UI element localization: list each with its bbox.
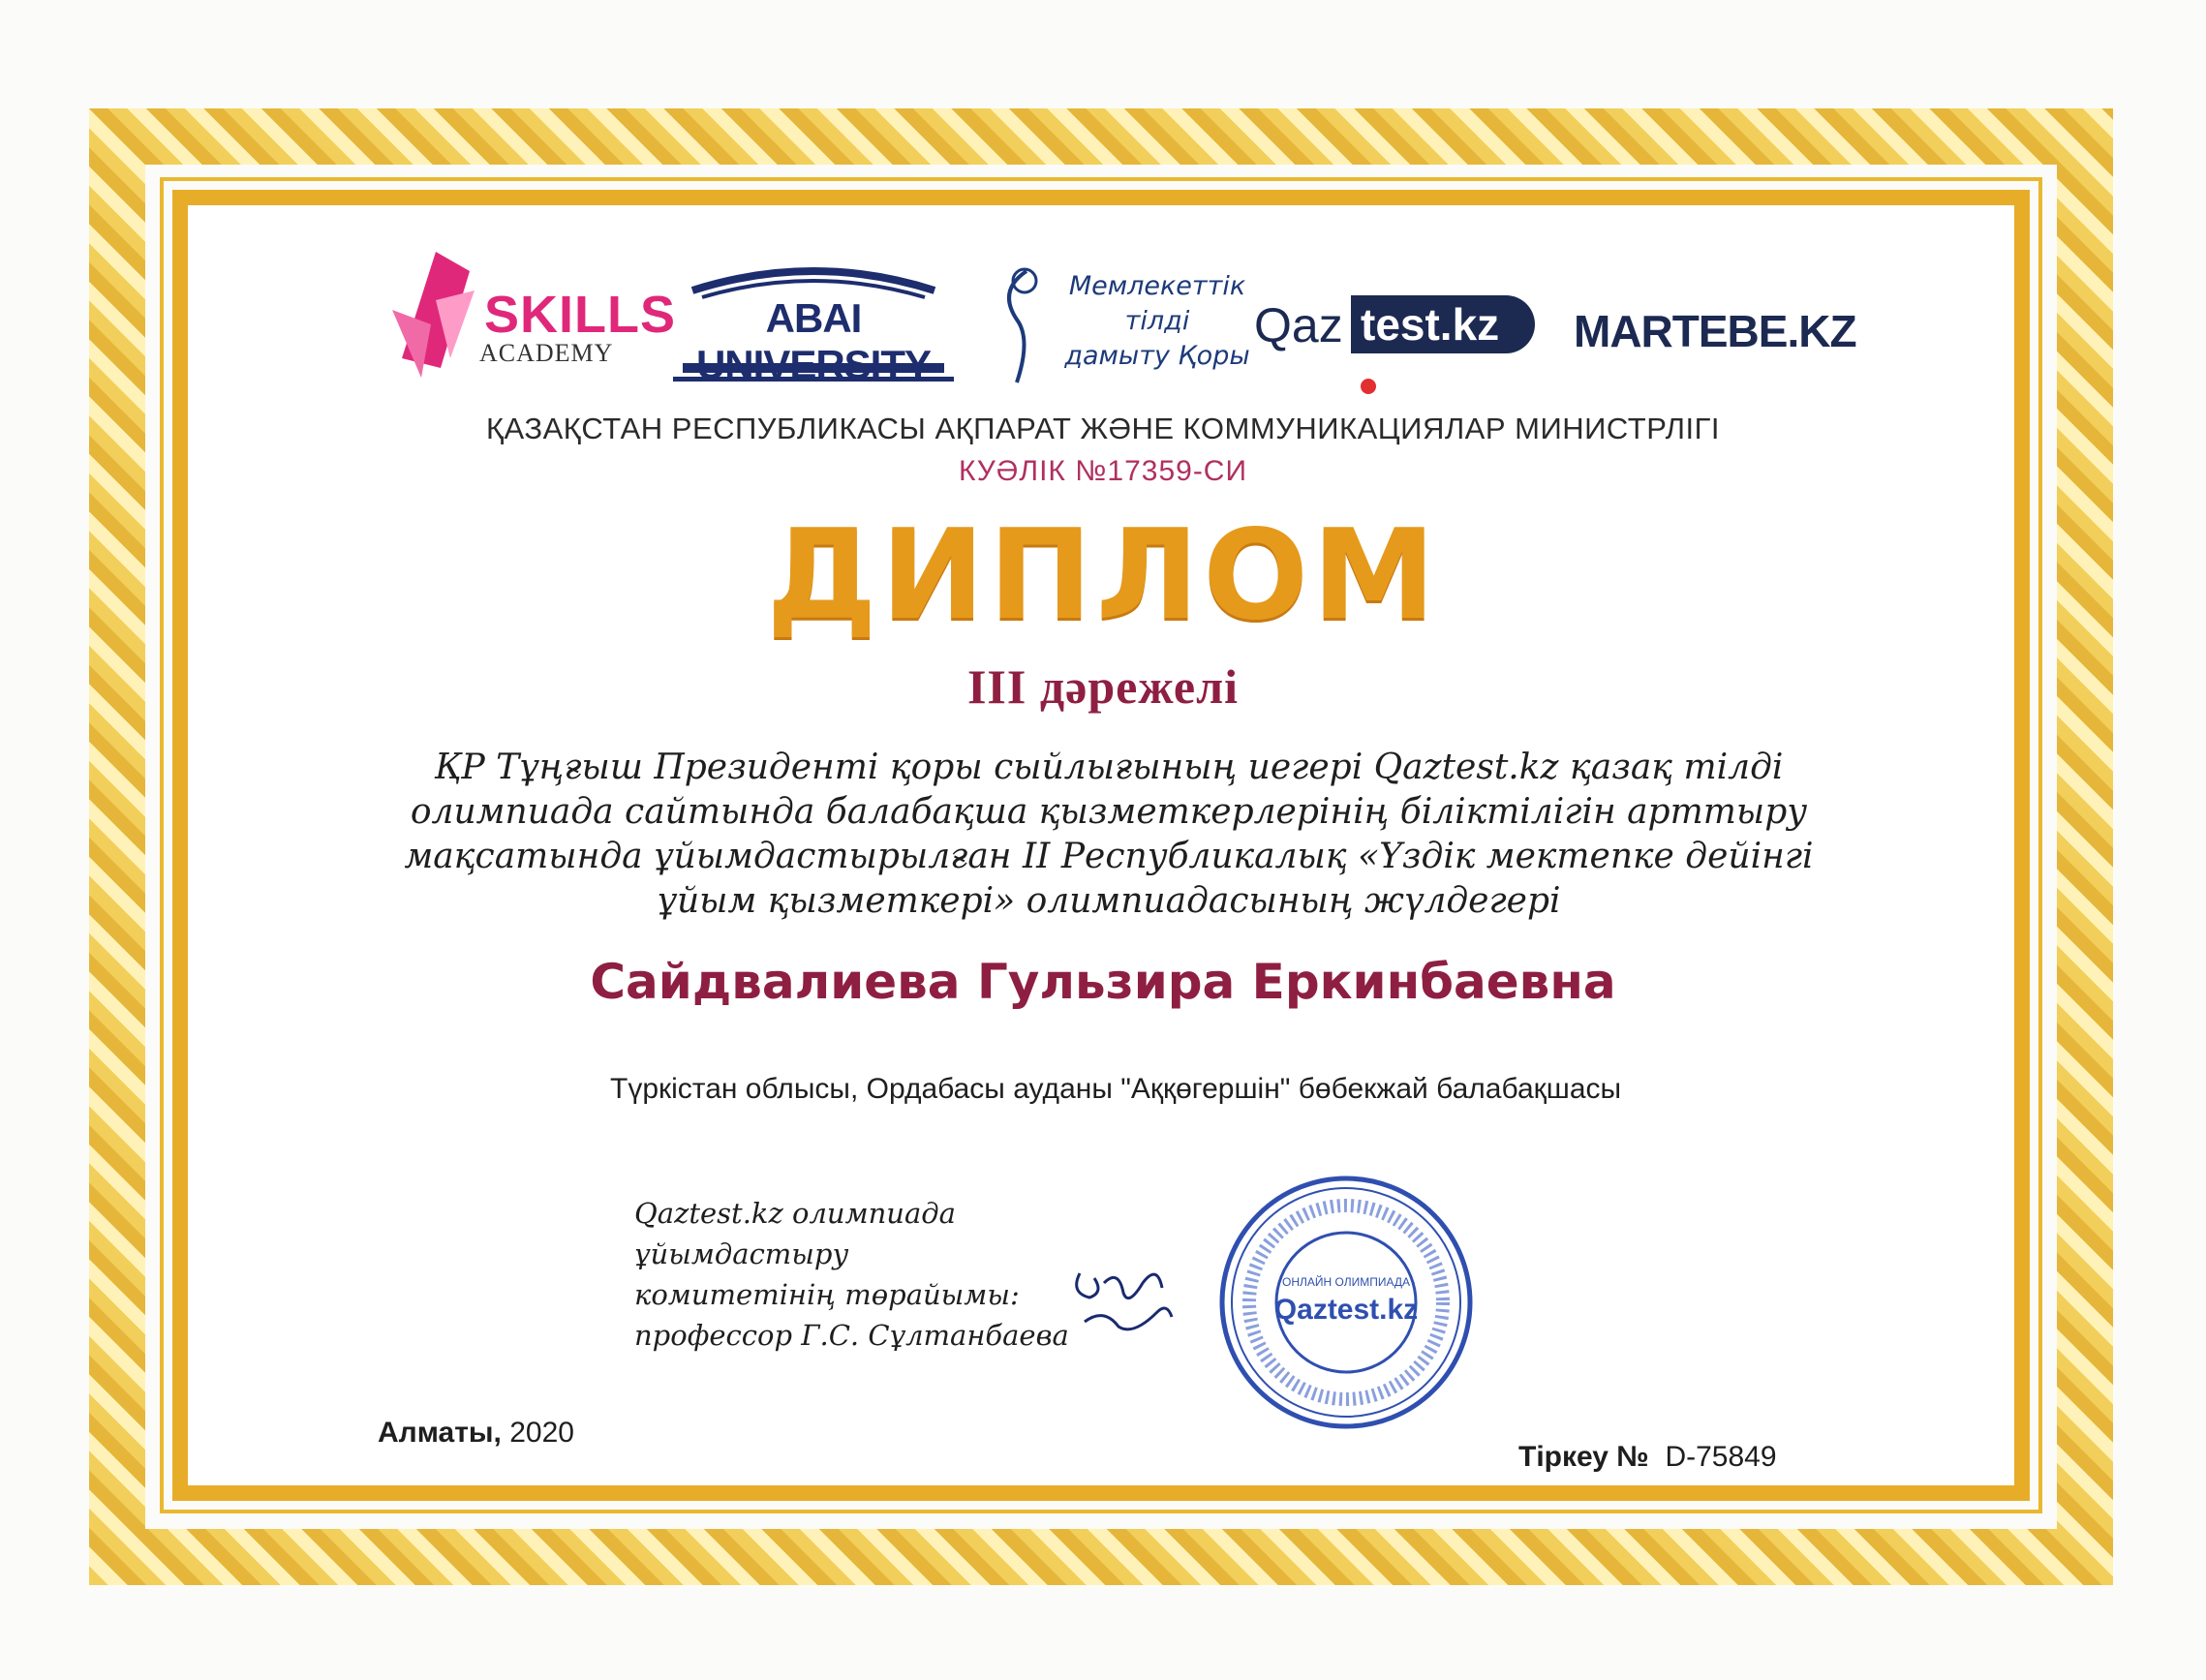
skills-academy-logo (383, 242, 677, 387)
signer-line-3: профессор Г.С. Сұлтанбаева (634, 1319, 1069, 1352)
fund-line-1: Мемлекеттік (1068, 271, 1246, 301)
official-seal (1215, 1172, 1477, 1433)
registration-label: Тіркеу № (1518, 1441, 1649, 1473)
signer-line-2: комитетінің төрайымы: (634, 1278, 1020, 1311)
qaztest-logo (1254, 295, 1535, 363)
seal-small-text: ОНЛАЙН ОЛИМПИАДА (1282, 1275, 1410, 1289)
handwritten-signature (1065, 1254, 1181, 1341)
recipient-organization: Түркістан облысы, Ордабасы ауданы "Аққөгершін" бөбекжай балабақшасы (610, 1073, 1622, 1105)
red-dot-icon (1361, 379, 1376, 394)
abai-university-logo (673, 257, 954, 392)
registration-value: D-75849 (1665, 1441, 1777, 1473)
year: 2020 (509, 1417, 574, 1449)
academy-word: ACADEMY (479, 339, 614, 367)
signer-line-1: Qaztest.kz олимпиада ұйымдастыру (634, 1197, 956, 1270)
city-year (378, 1417, 574, 1450)
diploma-title: ДИПЛОМ (766, 504, 1440, 648)
seal-center-text: Qaztest.kz (1273, 1294, 1419, 1326)
skills-emblem-icon (383, 242, 489, 387)
abai-word: ABAI UNIVERSITY (695, 295, 932, 387)
fund-emblem-icon (988, 261, 1056, 387)
qaztest-logo-right-text: test.kz (1361, 299, 1500, 350)
fund-line-3: дамыту Қоры (1064, 341, 1250, 371)
fund-line-2: тілді (1124, 306, 1190, 336)
license-number: КУӘЛІК №17359-СИ (958, 455, 1248, 487)
qaztest-logo-left: Qaz (1254, 298, 1343, 352)
skills-word: SKILLS (484, 286, 677, 344)
recipient-name: Сайдвалиева Гульзира Еркинбаевна (590, 954, 1616, 1010)
martebe-logo: MARTEBE.KZ (1574, 306, 1856, 356)
ministry-heading: ҚАЗАҚСТАН РЕСПУБЛИКАСЫ АҚПАРАТ ЖӘНЕ КОММУНИКАЦИЯЛАР МИНИСТРЛІГІ (485, 412, 1721, 445)
registration-number (1518, 1441, 1777, 1474)
award-paragraph: ҚР Тұңғыш Президенті қоры сыйлығының иегері Qaztest.kz қазақ тілді олимпиада сайтында балабақша қызметкерлерінің біліктілігін арттыру мақсатында ұйымдастырылған II Республикалық «Үздік мектепке дейінгі ұйым қызметкері» олимпиадасының жүлдегері (404, 748, 1814, 921)
state-language-fund-logo (988, 261, 1250, 387)
qaztest-logo-right (1351, 295, 1535, 353)
city-name: Алматы, (378, 1417, 502, 1449)
degree-label: III дәрежелі (966, 659, 1240, 714)
